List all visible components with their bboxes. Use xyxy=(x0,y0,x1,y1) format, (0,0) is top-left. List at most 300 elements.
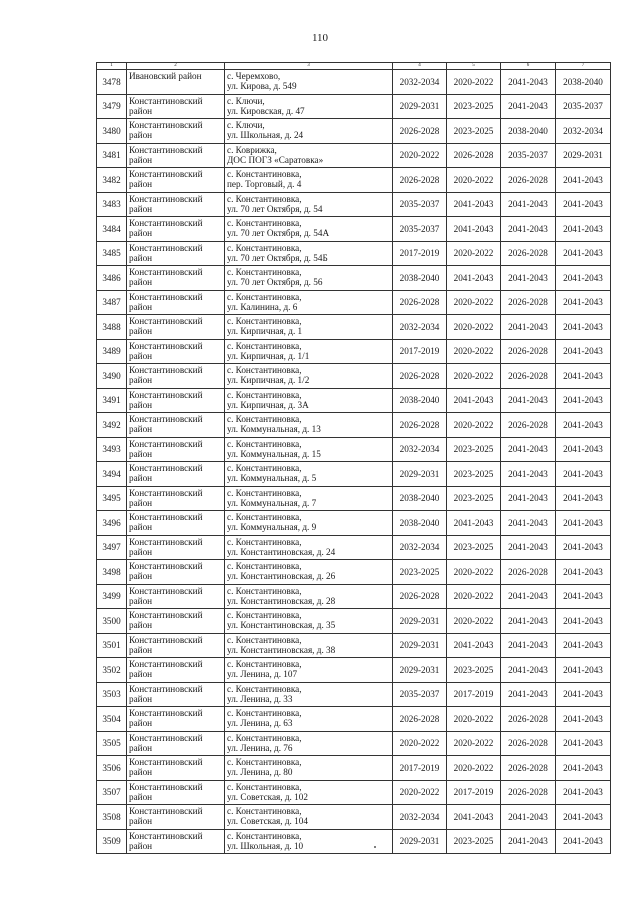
address-cell-line: с. Ключи, xyxy=(227,120,265,130)
period-cell-line: 2020-2022 xyxy=(399,150,440,161)
period-cell xyxy=(556,462,611,487)
period-cell-line: 2017-2019 xyxy=(453,787,494,798)
period-cell xyxy=(556,119,611,144)
address-cell-line: с. Константиновка, xyxy=(227,610,302,620)
district-cell-line: район xyxy=(129,669,153,679)
column-number-header xyxy=(97,63,611,70)
row-number-cell-line: 3500 xyxy=(102,615,121,626)
period-cell-line: 2026-2028 xyxy=(508,419,548,430)
district-cell xyxy=(127,119,225,144)
district-cell-line: район xyxy=(129,644,153,655)
address-cell-line: с. Константиновка, xyxy=(227,634,302,645)
row-number-cell-line: 3479 xyxy=(102,101,121,112)
district-cell-line: Константиновский xyxy=(129,438,203,449)
address-cell xyxy=(225,339,393,364)
period-cell-line: 2020-2022 xyxy=(399,738,440,749)
period-cell-line: 2032-2034 xyxy=(399,76,440,87)
district-cell-line: район xyxy=(129,179,153,189)
period-cell xyxy=(447,462,501,487)
housing-schedule-table xyxy=(96,62,611,854)
row-number-cell xyxy=(97,266,127,291)
district-cell-line: район xyxy=(129,522,153,532)
address-cell-line: с. Константиновка, xyxy=(227,512,302,522)
district-cell-line: район xyxy=(129,326,153,336)
period-cell-line: 2041-2043 xyxy=(563,297,603,308)
column-header: 4 xyxy=(393,63,447,70)
period-cell xyxy=(393,241,447,266)
address-cell-line: ул. Коммунальная, д. 15 xyxy=(227,448,321,459)
address-cell-line: с. Константиновка, xyxy=(227,683,302,694)
district-cell-line: район xyxy=(129,620,153,630)
period-cell xyxy=(393,364,447,389)
district-cell-line: Константиновский xyxy=(129,487,203,498)
district-cell xyxy=(127,241,225,266)
table-row xyxy=(97,462,611,487)
district-cell-line: район xyxy=(129,424,153,434)
address-cell-line: ул. Константиновская, д. 28 xyxy=(227,595,336,606)
period-cell xyxy=(556,707,611,732)
period-cell-line: 2026-2028 xyxy=(508,370,548,381)
period-cell xyxy=(556,94,611,119)
row-number-cell-line: 3491 xyxy=(102,395,121,406)
district-cell xyxy=(127,756,225,781)
period-cell xyxy=(393,168,447,193)
district-cell-line: Константиновский xyxy=(129,561,203,571)
period-cell xyxy=(556,560,611,585)
period-cell-line: 2041-2043 xyxy=(508,591,548,602)
period-cell xyxy=(393,437,447,462)
period-cell xyxy=(501,609,556,634)
period-cell xyxy=(556,192,611,217)
period-cell-line: 2020-2022 xyxy=(453,76,494,87)
district-cell-line: Константиновский xyxy=(129,389,203,400)
row-number-cell-line: 3507 xyxy=(102,787,121,798)
district-cell-line: Константиновский xyxy=(129,365,203,375)
address-cell-line: с. Константиновка, xyxy=(227,316,302,326)
row-number-cell xyxy=(97,241,127,266)
period-cell xyxy=(501,413,556,438)
period-cell xyxy=(393,290,447,315)
address-cell-line: пер. Торговый, д. 4 xyxy=(227,179,302,189)
column-header: 3 xyxy=(225,63,393,70)
period-cell xyxy=(501,70,556,95)
period-cell xyxy=(556,486,611,511)
address-cell-line: с. Константиновка, xyxy=(227,536,302,547)
period-cell-line: 2029-2031 xyxy=(399,640,440,651)
address-cell-line: с. Константиновка, xyxy=(227,659,302,669)
address-cell-line: ул. Коммунальная, д. 5 xyxy=(227,473,317,483)
address-cell xyxy=(225,633,393,658)
row-number-cell-line: 3489 xyxy=(102,346,121,357)
period-cell-line: 2041-2043 xyxy=(563,223,603,234)
period-cell xyxy=(556,266,611,291)
period-cell xyxy=(556,413,611,438)
table-row xyxy=(97,315,611,340)
district-cell xyxy=(127,829,225,854)
address-cell-line: ул. Ленина, д. 76 xyxy=(227,742,293,753)
period-cell xyxy=(556,388,611,413)
address-cell xyxy=(225,511,393,536)
period-cell-line: 2032-2034 xyxy=(399,321,440,332)
address-cell-line: ул. Константиновская, д. 35 xyxy=(227,620,336,630)
column-header: 2 xyxy=(127,63,225,70)
period-cell xyxy=(556,609,611,634)
address-cell-line: с. Константиновка, xyxy=(227,757,302,767)
district-cell-line: район xyxy=(129,546,153,557)
period-cell xyxy=(556,290,611,315)
district-cell-line: Константиновский xyxy=(129,708,203,718)
row-number-cell xyxy=(97,315,127,340)
row-number-cell xyxy=(97,70,127,95)
period-cell-line: 2038-2040 xyxy=(399,395,440,406)
period-cell xyxy=(556,364,611,389)
table-row xyxy=(97,339,611,364)
period-cell xyxy=(447,609,501,634)
row-number-cell-line: 3502 xyxy=(102,664,121,675)
period-cell xyxy=(556,535,611,560)
page-number: 110 xyxy=(311,32,329,44)
address-cell xyxy=(225,266,393,291)
row-number-cell xyxy=(97,560,127,585)
period-cell-line: 2035-2037 xyxy=(508,150,548,161)
row-number-cell xyxy=(97,486,127,511)
period-cell-line: 2032-2034 xyxy=(399,811,440,822)
period-cell-line: 2041-2043 xyxy=(563,248,603,259)
address-cell xyxy=(225,805,393,830)
period-cell xyxy=(556,756,611,781)
district-cell xyxy=(127,462,225,487)
address-cell-line: ул. Школьная, д. 24 xyxy=(227,130,304,140)
district-cell-line: Константиновский xyxy=(129,291,203,302)
period-cell xyxy=(556,682,611,707)
period-cell-line: 2020-2022 xyxy=(453,713,494,724)
row-number-cell-line: 3488 xyxy=(102,321,121,332)
table-row xyxy=(97,241,611,266)
address-cell-line: с. Константиновка, xyxy=(227,340,302,351)
period-cell xyxy=(447,241,501,266)
period-cell xyxy=(556,658,611,683)
period-cell-line: 2041-2043 xyxy=(453,395,494,406)
period-cell-line: 2041-2043 xyxy=(508,444,548,455)
period-cell-line: 2041-2043 xyxy=(453,199,494,210)
period-cell-line: 2023-2025 xyxy=(453,444,494,455)
period-cell xyxy=(501,266,556,291)
period-cell xyxy=(447,339,501,364)
district-cell xyxy=(127,217,225,242)
scan-speck xyxy=(374,846,376,848)
period-cell xyxy=(501,707,556,732)
row-number-cell-line: 3505 xyxy=(102,738,121,749)
district-cell-line: Константиновский xyxy=(129,218,203,228)
table-row xyxy=(97,560,611,585)
address-cell xyxy=(225,462,393,487)
period-cell-line: 2020-2022 xyxy=(399,787,440,798)
period-cell xyxy=(447,192,501,217)
period-cell xyxy=(393,94,447,119)
period-cell xyxy=(556,241,611,266)
district-cell-line: Константиновский xyxy=(129,512,203,522)
row-number-cell-line: 3503 xyxy=(102,689,121,700)
period-cell xyxy=(447,266,501,291)
row-number-cell xyxy=(97,633,127,658)
district-cell xyxy=(127,805,225,830)
period-cell-line: 2041-2043 xyxy=(563,370,603,381)
table-row xyxy=(97,192,611,217)
period-cell-line: 2035-2037 xyxy=(563,101,603,112)
table-row xyxy=(97,805,611,830)
address-cell-line: с. Константиновка, xyxy=(227,585,302,596)
table-row xyxy=(97,119,611,144)
address-cell xyxy=(225,829,393,854)
row-number-cell-line: 3493 xyxy=(102,444,121,455)
period-cell xyxy=(556,315,611,340)
table-row xyxy=(97,609,611,634)
period-cell-line: 2041-2043 xyxy=(453,811,494,822)
period-cell xyxy=(447,315,501,340)
row-number-cell-line: 3480 xyxy=(102,125,121,136)
district-cell-line: район xyxy=(129,130,153,140)
period-cell-line: 2020-2022 xyxy=(453,297,494,308)
address-cell xyxy=(225,658,393,683)
period-cell xyxy=(501,290,556,315)
district-cell-line: район xyxy=(129,742,153,753)
row-number-cell-line: 3481 xyxy=(102,150,121,161)
address-cell-line: ул. Ленина, д. 107 xyxy=(227,669,298,679)
period-cell xyxy=(556,143,611,168)
period-cell-line: 2038-2040 xyxy=(399,493,440,504)
period-cell-line: 2041-2043 xyxy=(508,223,548,234)
period-cell xyxy=(501,192,556,217)
period-cell-line: 2041-2043 xyxy=(508,664,548,675)
district-cell-line: Константиновский xyxy=(129,414,203,424)
period-cell-line: 2020-2022 xyxy=(453,566,494,577)
period-cell xyxy=(393,535,447,560)
period-cell xyxy=(556,70,611,95)
period-cell xyxy=(447,584,501,609)
district-cell-line: район xyxy=(129,399,153,410)
district-cell xyxy=(127,780,225,805)
address-cell-line: с. Черемхово, xyxy=(227,71,281,81)
address-cell-line: с. Константиновка, xyxy=(227,806,302,816)
period-cell-line: 2041-2043 xyxy=(563,468,603,479)
period-cell xyxy=(447,511,501,536)
period-cell-line: 2026-2028 xyxy=(508,346,548,357)
row-number-cell xyxy=(97,707,127,732)
period-cell xyxy=(556,633,611,658)
period-cell-line: 2020-2022 xyxy=(453,346,494,357)
row-number-cell xyxy=(97,805,127,830)
row-number-cell-line: 3506 xyxy=(102,762,121,773)
period-cell-line: 2020-2022 xyxy=(453,738,494,749)
period-cell-line: 2041-2043 xyxy=(563,444,603,455)
period-cell-line: 2026-2028 xyxy=(399,419,440,430)
period-cell-line: 2041-2043 xyxy=(508,517,548,528)
period-cell-line: 2041-2043 xyxy=(563,640,603,651)
period-cell xyxy=(393,658,447,683)
period-cell xyxy=(501,486,556,511)
period-cell-line: 2041-2043 xyxy=(563,836,603,847)
period-cell-line: 2041-2043 xyxy=(508,199,548,210)
period-cell xyxy=(501,462,556,487)
table-row xyxy=(97,584,611,609)
period-cell-line: 2020-2022 xyxy=(453,174,494,185)
period-cell xyxy=(447,633,501,658)
table-row xyxy=(97,756,611,781)
column-header: 5 xyxy=(447,63,501,70)
period-cell xyxy=(393,780,447,805)
period-cell xyxy=(447,143,501,168)
period-cell-line: 2041-2043 xyxy=(508,272,548,283)
table-row xyxy=(97,388,611,413)
period-cell xyxy=(393,829,447,854)
district-cell xyxy=(127,143,225,168)
period-cell xyxy=(393,633,447,658)
address-cell-line: с. Константиновка, xyxy=(227,708,302,718)
row-number-cell-line: 3504 xyxy=(102,713,121,724)
address-cell xyxy=(225,486,393,511)
row-number-cell xyxy=(97,168,127,193)
address-cell-line: с. Константиновка, xyxy=(227,463,302,473)
table-row xyxy=(97,168,611,193)
district-cell-line: район xyxy=(129,154,153,165)
address-cell-line: с. Константиновка, xyxy=(227,193,302,204)
district-cell-line: район xyxy=(129,473,153,483)
period-cell-line: 2041-2043 xyxy=(508,542,548,553)
period-cell xyxy=(501,829,556,854)
row-number-cell-line: 3492 xyxy=(102,419,121,430)
period-cell xyxy=(393,486,447,511)
address-cell-line: с. Ключи, xyxy=(227,95,265,106)
district-cell-line: Константиновский xyxy=(129,193,203,204)
period-cell xyxy=(447,707,501,732)
period-cell-line: 2035-2037 xyxy=(399,199,440,210)
row-number-cell xyxy=(97,413,127,438)
period-cell xyxy=(393,609,447,634)
row-number-cell-line: 3484 xyxy=(102,223,121,234)
period-cell xyxy=(501,780,556,805)
row-number-cell-line: 3499 xyxy=(102,591,121,602)
row-number-cell xyxy=(97,119,127,144)
period-cell xyxy=(501,143,556,168)
district-cell-line: Константиновский xyxy=(129,757,203,767)
row-number-cell xyxy=(97,584,127,609)
district-cell-line: район xyxy=(129,816,153,826)
table-row xyxy=(97,829,611,854)
period-cell xyxy=(447,119,501,144)
period-cell-line: 2017-2019 xyxy=(453,689,494,700)
district-cell xyxy=(127,707,225,732)
period-cell-line: 2038-2040 xyxy=(563,76,603,87)
district-cell xyxy=(127,290,225,315)
period-cell-line: 2038-2040 xyxy=(508,125,548,136)
district-cell xyxy=(127,609,225,634)
address-cell xyxy=(225,192,393,217)
table-row xyxy=(97,266,611,291)
period-cell-line: 2026-2028 xyxy=(453,150,494,161)
period-cell xyxy=(447,70,501,95)
period-cell-line: 2041-2043 xyxy=(563,713,603,724)
district-cell-line: Константиновский xyxy=(129,169,203,179)
row-number-cell xyxy=(97,364,127,389)
address-cell-line: с. Константиновка, xyxy=(227,781,302,792)
address-cell-line: ул. Кирпичная, д. 3А xyxy=(227,399,309,410)
period-cell-line: 2041-2043 xyxy=(563,542,603,553)
period-cell xyxy=(393,266,447,291)
district-cell-line: Константиновский xyxy=(129,267,203,277)
address-cell xyxy=(225,731,393,756)
address-cell-line: ул. Советская, д. 102 xyxy=(227,791,308,802)
period-cell-line: 2041-2043 xyxy=(453,223,494,234)
period-cell xyxy=(393,70,447,95)
period-cell-line: 2032-2034 xyxy=(399,542,440,553)
period-cell-line: 2041-2043 xyxy=(563,174,603,185)
period-cell xyxy=(393,682,447,707)
period-cell-line: 2041-2043 xyxy=(563,199,603,210)
row-number-cell xyxy=(97,535,127,560)
row-number-cell-line: 3494 xyxy=(102,468,121,479)
address-cell-line: ул. Школьная, д. 10 xyxy=(227,840,304,851)
table-row xyxy=(97,143,611,168)
district-cell xyxy=(127,535,225,560)
period-cell xyxy=(447,805,501,830)
address-cell xyxy=(225,290,393,315)
period-cell-line: 2026-2028 xyxy=(508,248,548,259)
period-cell-line: 2026-2028 xyxy=(508,738,548,749)
period-cell-line: 2041-2043 xyxy=(453,640,494,651)
period-cell-line: 2026-2028 xyxy=(399,370,440,381)
district-cell-line: Ивановский район xyxy=(129,71,202,81)
row-number-cell xyxy=(97,609,127,634)
address-cell xyxy=(225,119,393,144)
period-cell xyxy=(556,829,611,854)
period-cell xyxy=(393,413,447,438)
period-cell xyxy=(556,339,611,364)
district-cell-line: Константиновский xyxy=(129,144,203,155)
period-cell xyxy=(556,584,611,609)
period-cell-line: 2023-2025 xyxy=(453,836,494,847)
address-cell-line: ул. Константиновская, д. 38 xyxy=(227,644,336,655)
address-cell-line: ул. Кировская, д. 47 xyxy=(227,105,305,116)
address-cell-line: с. Константиновка, xyxy=(227,389,302,400)
row-number-cell xyxy=(97,658,127,683)
period-cell-line: 2041-2043 xyxy=(453,517,494,528)
period-cell-line: 2041-2043 xyxy=(508,493,548,504)
period-cell-line: 2026-2028 xyxy=(399,713,440,724)
district-cell xyxy=(127,486,225,511)
period-cell-line: 2026-2028 xyxy=(508,787,548,798)
period-cell xyxy=(447,388,501,413)
period-cell xyxy=(447,486,501,511)
period-cell xyxy=(501,119,556,144)
district-cell-line: Константиновский xyxy=(129,830,203,841)
address-cell-line: ул. Калинина, д. 6 xyxy=(227,301,298,312)
period-cell-line: 2038-2040 xyxy=(399,517,440,528)
district-cell-line: район xyxy=(129,277,153,287)
district-cell-line: район xyxy=(129,595,153,606)
period-cell-line: 2023-2025 xyxy=(399,566,440,577)
period-cell-line: 2026-2028 xyxy=(399,125,440,136)
address-cell xyxy=(225,609,393,634)
row-number-cell xyxy=(97,780,127,805)
district-cell-line: район xyxy=(129,301,153,312)
period-cell-line: 2041-2043 xyxy=(563,591,603,602)
address-cell xyxy=(225,756,393,781)
address-cell xyxy=(225,94,393,119)
district-cell xyxy=(127,633,225,658)
address-cell xyxy=(225,535,393,560)
district-cell-line: Константиновский xyxy=(129,463,203,473)
period-cell xyxy=(447,437,501,462)
